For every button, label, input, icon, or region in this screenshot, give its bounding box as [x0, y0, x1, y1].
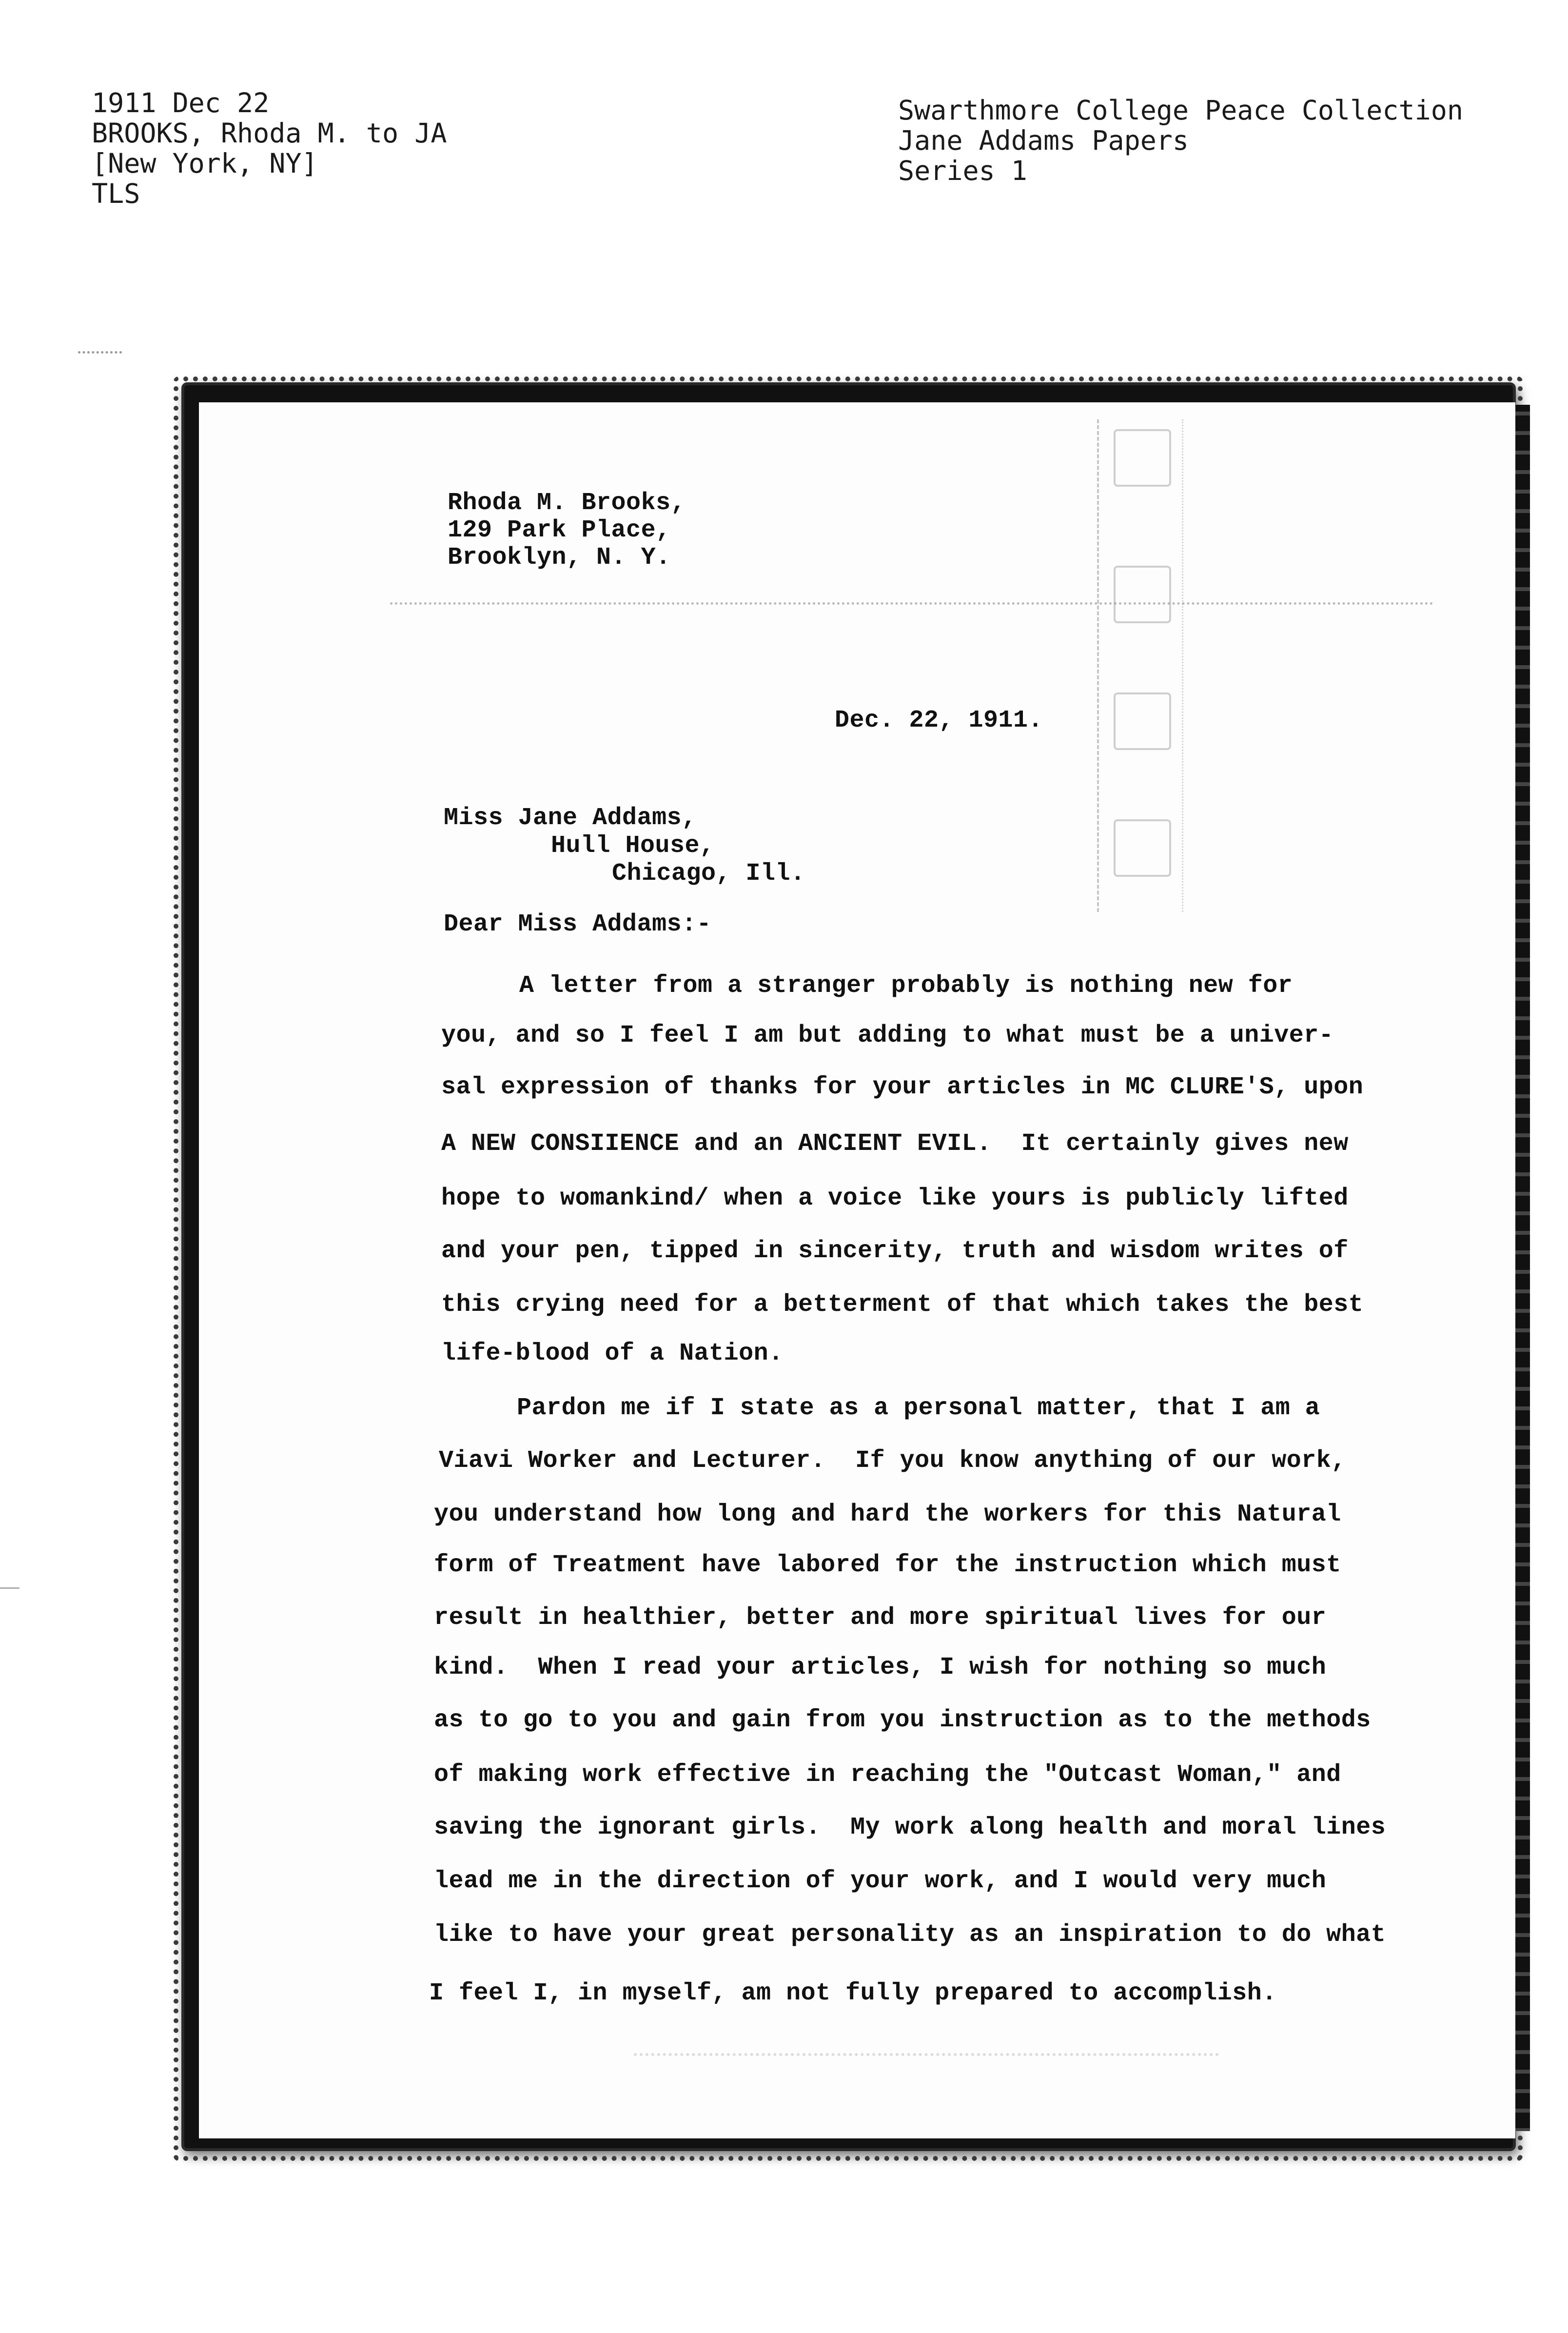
scan-speck: [634, 2053, 1219, 2060]
citation-date: 1911 Dec 22: [92, 87, 270, 119]
stamp-mark: [1114, 819, 1171, 877]
stamp-mark: [1114, 692, 1171, 750]
recipient-name: Miss Jane Addams,: [444, 804, 697, 832]
body-line: hope to womankind/ when a voice like yours is publicly lifted: [441, 1185, 1349, 1212]
body-line: result in healthier, better and more spiritual lives for our: [434, 1604, 1327, 1632]
scan-speck: [78, 351, 122, 354]
body-line: like to have your great personality as an inspiration to do what: [434, 1921, 1386, 1949]
series-name: Series 1: [898, 155, 1027, 186]
letter-date: Dec. 22, 1911.: [835, 707, 1043, 734]
recipient-city: Chicago, Ill.: [612, 860, 805, 888]
body-line: as to go to you and gain from you instruction as to the methods: [434, 1706, 1371, 1734]
body-line: I feel I, in myself, am not fully prepared to accomplish.: [429, 1979, 1277, 2007]
bleed-through-line: [390, 602, 1433, 605]
citation-place: [New York, NY]: [92, 148, 318, 179]
body-line: sal expression of thanks for your articles in MC CLURE'S, upon: [441, 1073, 1364, 1101]
body-line: form of Treatment have labored for the instruction which must: [434, 1551, 1341, 1579]
recipient-address: Hull House,: [551, 832, 715, 860]
stamp-mark: [1114, 429, 1171, 487]
body-line: this crying need for a betterment of that which takes the best: [441, 1291, 1364, 1319]
page-edge-shadow: [1515, 405, 1530, 2131]
collection-name: Swarthmore College Peace Collection: [898, 95, 1463, 126]
body-line: lead me in the direction of your work, and I would very much: [434, 1867, 1327, 1895]
body-line: life-blood of a Nation.: [441, 1340, 784, 1367]
body-line: and your pen, tipped in sincerity, truth and wisdom writes of: [441, 1237, 1349, 1265]
body-line: kind. When I read your articles, I wish for nothing so much: [434, 1654, 1327, 1681]
sender-name: Rhoda M. Brooks,: [448, 489, 686, 517]
sender-street: 129 Park Place,: [448, 516, 671, 544]
body-line: you understand how long and hard the workers for this Natural: [434, 1501, 1341, 1528]
archive-citation-left: [92, 88, 447, 209]
body-line: A letter from a stranger probably is nothing new for: [519, 972, 1293, 1000]
body-line: you, and so I feel I am but adding to what must be a univer-: [441, 1022, 1334, 1049]
body-line: Viavi Worker and Lecturer. If you know anything of our work,: [439, 1447, 1346, 1475]
scan-speck: [0, 1587, 20, 1589]
citation-correspondents: BROOKS, Rhoda M. to JA: [92, 118, 447, 149]
sender-city: Brooklyn, N. Y.: [448, 544, 671, 572]
body-line: of making work effective in reaching the "Outcast Woman," and: [434, 1761, 1341, 1789]
body-line: saving the ignorant girls. My work along health and moral lines: [434, 1814, 1386, 1841]
body-line: A NEW CONSIIENCE and an ANCIENT EVIL. It certainly gives new: [441, 1130, 1349, 1158]
body-line: Pardon me if I state as a personal matter, that I am a: [517, 1394, 1320, 1422]
citation-type: TLS: [92, 178, 140, 209]
received-stamp: [1097, 419, 1183, 912]
archive-citation-right: [898, 95, 1463, 186]
stamp-mark: [1114, 566, 1171, 623]
papers-name: Jane Addams Papers: [898, 125, 1189, 156]
salutation: Dear Miss Addams:-: [444, 910, 712, 938]
